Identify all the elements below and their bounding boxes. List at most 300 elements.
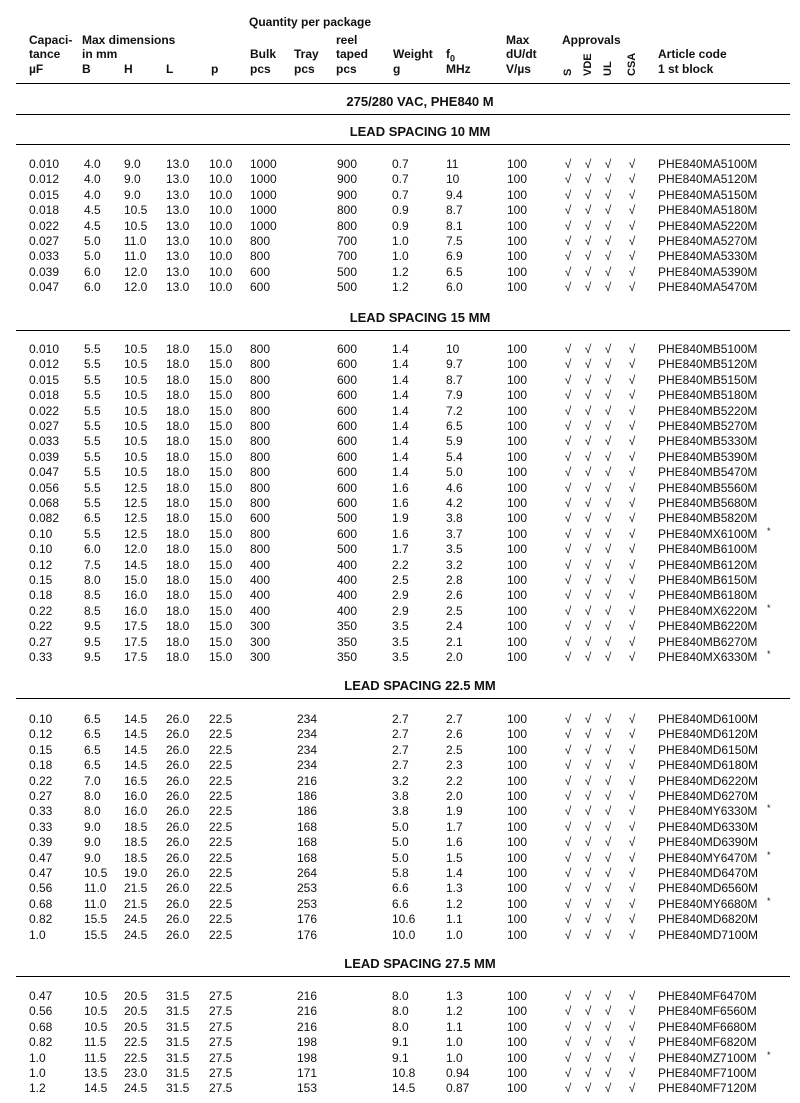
dudt-cell: 100 [507,896,528,911]
dim-b-cell: 9.0 [84,835,101,850]
resonance-freq-cell: 1.2 [446,1004,463,1019]
dudt-cell: 100 [507,1081,528,1096]
approval-s-check: √ [564,1081,572,1096]
tray-pcs-cell: 198 [297,1050,318,1065]
dim-b-cell: 5.5 [84,342,101,356]
dim-b-cell: 8.5 [84,603,101,618]
weight-cell: 1.4 [392,465,409,480]
pitch-cell: 22.5 [209,789,233,803]
dudt-cell: 100 [507,511,528,526]
approval-ul-check: √ [604,542,612,557]
dim-l-cell: 13.0 [166,187,190,202]
approval-s-check: √ [564,218,572,233]
approval-vde-check: √ [584,187,592,202]
article-code-text: PHE840MD6100M [658,712,759,726]
dim-b-cell: 5.5 [84,357,101,372]
dim-h-cell: 11.0 [124,234,147,248]
approval-s-check: √ [564,1019,572,1034]
series-title: 275/280 VAC, PHE840 M [346,94,494,109]
approval-s-check: √ [564,434,572,449]
resonance-freq-cell: 10 [446,172,460,187]
capacitance-cell: 0.68 [29,896,53,911]
dim-h-cell: 24.5 [124,927,148,942]
reel-pcs-cell: 600 [337,434,358,449]
approval-csa-check: √ [628,573,636,587]
tray-pcs-cell: 234 [297,742,318,757]
approval-ul-check: √ [604,419,612,433]
table-row [0,219,800,234]
dim-b-cell: 9.0 [84,850,101,865]
dim-l-cell: 26.0 [166,866,190,880]
table-row [0,280,800,295]
approval-ul-check: √ [604,789,612,803]
approval-vde-check: √ [584,619,592,634]
capacitance-cell: 0.018 [29,388,60,403]
approval-vde-check: √ [584,218,592,233]
reel-pcs-cell: 600 [337,465,358,480]
dim-h-cell: 18.5 [124,850,148,865]
dim-h-cell: 16.0 [124,789,148,803]
approval-ul-check: √ [604,372,612,387]
dim-b-cell: 9.5 [84,634,101,649]
pitch-cell: 27.5 [209,1004,233,1019]
bulk-pcs-cell: 800 [250,526,271,541]
tray-pcs-cell: 234 [297,727,318,742]
dudt-cell: 100 [507,758,528,773]
resonance-freq-cell: 1.0 [446,1035,463,1050]
approval-ul-check: √ [604,172,612,187]
resonance-freq-cell: 5.4 [446,449,463,464]
table-row [0,481,800,496]
pitch-cell: 15.0 [209,603,233,618]
weight-cell: 9.1 [392,1035,409,1050]
resonance-freq-cell: 2.4 [446,619,463,634]
table-row [0,1020,800,1035]
approval-vde-check: √ [584,727,592,742]
resonance-freq-cell: 8.1 [446,218,463,233]
dim-l-cell: 18.0 [166,357,190,372]
capacitance-cell: 0.12 [29,727,53,742]
pitch-cell: 22.5 [209,758,233,773]
dim-l-cell: 26.0 [166,758,190,773]
article-code-text: PHE840MA5120M [658,172,758,187]
approval-vde-check: √ [584,526,592,541]
dim-b-cell: 5.5 [84,526,101,541]
capacitance-cell: 0.10 [29,712,53,726]
approval-csa-check: √ [628,480,636,495]
pitch-header: p [211,62,219,76]
dim-b-cell: 7.0 [84,773,101,788]
capacitance-cell: 0.27 [29,634,53,649]
approval-ul-check: √ [604,896,612,911]
resonance-freq-cell: 5.9 [446,434,463,449]
capacitance-cell: 0.47 [29,866,53,880]
capacitance-cell: 0.47 [29,850,53,865]
dim-b-cell: 8.5 [84,588,101,603]
approval-s-check: √ [564,388,572,403]
dim-l-header: L [166,62,174,76]
approval-csa-check: √ [628,896,636,911]
reel-pcs-cell: 600 [337,342,358,356]
article-code-text: PHE840MB6180M [658,588,758,603]
dudt-cell: 100 [507,927,528,942]
capacitance-cell: 0.15 [29,573,53,587]
article-code-text: PHE840MB5120M [658,357,758,372]
dim-l-cell: 13.0 [166,172,190,187]
article-code-text: PHE840MZ7100M [658,1050,757,1065]
article-code-cell [658,496,757,511]
resonance-freq-cell: 8.7 [446,372,463,387]
dudt-cell: 100 [507,850,528,865]
approval-s-check: √ [564,342,572,356]
bulk-pcs-cell: 400 [250,557,271,572]
table-row [0,1081,800,1096]
capacitance-cell: 0.056 [29,480,60,495]
bulk-pcs-cell: 300 [250,619,271,634]
approval-csa-check: √ [628,804,636,819]
article-code-text: PHE840MA5270M [658,234,758,248]
article-code-text: PHE840MD6470M [658,866,759,880]
dim-h-cell: 24.5 [124,912,148,927]
pitch-cell: 27.5 [209,1035,233,1050]
approval-s-check: √ [564,511,572,526]
weight-cell: 3.8 [392,804,409,819]
approval-ul-check: √ [604,634,612,649]
table-row [0,650,800,665]
capacitance-header: Capaci- [29,33,73,47]
table-row [0,527,800,542]
article-code-cell [658,928,758,943]
weight-cell: 1.9 [392,511,409,526]
dim-h-cell: 19.0 [124,866,148,880]
article-code-cell [658,404,757,419]
dim-b-cell: 11.5 [84,1035,107,1050]
table-row [0,496,800,511]
pitch-cell: 22.5 [209,773,233,788]
reel-pcs-cell: 400 [337,588,358,603]
bulk-pcs-cell: 800 [250,449,271,464]
dudt-cell: 100 [507,526,528,541]
approval-s-check: √ [564,1035,572,1050]
tray-pcs-cell: 171 [297,1066,318,1080]
resonance-freq-cell: 1.9 [446,804,463,819]
weight-cell: 9.1 [392,1050,409,1065]
table-row [0,743,800,758]
approval-vde-check: √ [584,388,592,403]
approval-csa-check: √ [628,1004,636,1019]
pitch-cell: 27.5 [209,1081,233,1096]
dim-b-cell: 6.5 [84,742,101,757]
weight-cell: 2.7 [392,727,409,742]
table-row [0,419,800,434]
pitch-cell: 15.0 [209,542,233,557]
capacitance-cell: 0.012 [29,357,60,372]
capacitance-cell: 0.22 [29,619,53,634]
dim-h-cell: 21.5 [124,896,148,911]
approval-vde-check: √ [584,712,592,726]
section-title: LEAD SPACING 10 MM [349,124,491,139]
capacitance-cell: 0.047 [29,280,60,295]
approval-csa-check: √ [628,496,636,510]
approval-ul-check: √ [604,819,612,834]
dim-b-cell: 6.0 [84,280,101,295]
resonance-freq-cell: 2.1 [446,634,463,649]
dim-l-cell: 31.5 [166,1035,190,1050]
approval-vde-check: √ [584,372,592,387]
reel-pcs-cell: 500 [337,264,358,279]
capacitance-cell: 0.12 [29,557,53,572]
tray-pcs-cell: 168 [297,835,318,850]
pitch-cell: 15.0 [209,388,233,403]
dim-l-cell: 18.0 [166,619,190,634]
approval-ul-check: √ [604,434,612,449]
approval-s-check: √ [564,1066,572,1080]
reel-pcs-cell: 400 [337,603,358,618]
dim-l-cell: 26.0 [166,742,190,757]
reel-pcs-cell: 350 [337,634,358,649]
dudt-cell: 100 [507,357,528,372]
bulk-pcs-cell: 800 [250,542,271,557]
article-code-text: PHE840MF6470M [658,989,757,1003]
approval-csa-check: √ [628,264,636,279]
article-code-cell [658,434,757,449]
approval-ul-check: √ [604,804,612,819]
dim-h-cell: 10.5 [124,218,148,233]
dim-l-cell: 26.0 [166,789,190,803]
pitch-cell: 22.5 [209,912,233,927]
dudt-cell: 100 [507,804,528,819]
capacitance-cell: 1.2 [29,1081,46,1096]
weight-cell: 6.6 [392,896,409,911]
approval-s-header: S [562,68,574,76]
resonance-freq-cell: 3.2 [446,557,463,572]
reel-pcs-cell: 700 [337,234,358,248]
dudt-cell: 100 [507,912,528,927]
approval-s-check: √ [564,573,572,587]
footnote-star: * [767,649,771,659]
tray-pcs-cell: 234 [297,758,318,773]
weight-cell: 1.0 [392,234,409,248]
article-code-text: PHE840MA5100M [658,157,758,171]
approval-vde-check: √ [584,1019,592,1034]
approval-vde-check: √ [584,819,592,834]
approval-csa-check: √ [628,403,636,418]
article-code-text: PHE840MD6120M [658,727,759,742]
table-row [0,881,800,896]
capacitance-cell: 0.33 [29,804,53,819]
dim-l-cell: 26.0 [166,881,190,896]
approval-csa-check: √ [628,465,636,480]
weight-cell: 3.5 [392,634,409,649]
approval-ul-check: √ [604,357,612,372]
approvals-header: Approvals [562,33,621,47]
dim-l-cell: 18.0 [166,496,190,510]
pitch-cell: 15.0 [209,496,233,510]
capacitance-cell: 1.0 [29,1066,46,1080]
dim-b-cell: 5.5 [84,480,101,495]
dim-h-cell: 10.5 [124,403,148,418]
bulk-pcs-cell: 800 [250,434,271,449]
pitch-cell: 15.0 [209,403,233,418]
dim-l-cell: 13.0 [166,234,190,248]
table-row [0,157,800,172]
approval-csa-check: √ [628,727,636,742]
article-code-text: PHE840MB6270M [658,634,758,649]
reel-unit: pcs [336,62,357,76]
dim-b-header: B [82,62,91,76]
approval-ul-check: √ [604,526,612,541]
approval-ul-check: √ [604,727,612,742]
approval-ul-check: √ [604,480,612,495]
weight-cell: 2.9 [392,588,409,603]
dim-b-cell: 4.5 [84,203,101,218]
table-row [0,558,800,573]
tray-pcs-cell: 176 [297,927,318,942]
article-code-cell [658,820,758,835]
approval-csa-check: √ [628,172,636,187]
approval-ul-check: √ [604,403,612,418]
approval-vde-check: √ [584,881,592,896]
approval-csa-header: CSA [626,52,638,76]
approval-ul-check: √ [604,712,612,726]
article-code-text: PHE840MB5270M [658,419,758,433]
pitch-cell: 15.0 [209,465,233,480]
approval-csa-check: √ [628,419,636,433]
weight-cell: 5.0 [392,835,409,850]
pitch-cell: 15.0 [209,449,233,464]
approval-csa-check: √ [628,372,636,387]
tray-pcs-cell: 198 [297,1035,318,1050]
capacitance-cell: 1.0 [29,1050,46,1065]
resonance-header: $f_0$ [446,47,456,64]
pitch-cell: 15.0 [209,650,233,664]
resonance-freq-cell: 1.6 [446,835,463,850]
reel-header: reel [336,33,358,47]
approval-s-check: √ [564,896,572,911]
resonance-freq-cell: 4.6 [446,480,463,495]
approval-vde-check: √ [584,1050,592,1065]
approval-ul-check: √ [604,866,612,880]
weight-cell: 2.7 [392,712,409,726]
dim-h-cell: 17.5 [124,650,148,664]
weight-cell: 1.4 [392,342,409,356]
dudt-cell: 100 [507,1050,528,1065]
approval-ul-check: √ [604,773,612,788]
dim-b-cell: 8.0 [84,804,101,819]
reel-pcs-cell: 900 [337,172,358,187]
dudt-cell: 100 [507,712,528,726]
weight-cell: 8.0 [392,989,409,1003]
article-code-text: PHE840MF7100M [658,1066,757,1080]
dim-b-cell: 11.0 [84,881,107,896]
resonance-freq-cell: 2.6 [446,588,463,603]
dudt-cell: 100 [507,372,528,387]
pitch-cell: 15.0 [209,357,233,372]
resonance-freq-cell: 1.7 [446,819,463,834]
weight-cell: 10.6 [392,912,416,927]
reel-pcs-cell: 600 [337,526,358,541]
resonance-freq-cell: 9.7 [446,357,463,372]
bulk-header: Bulk [250,47,277,61]
approval-vde-check: √ [584,203,592,218]
approval-s-check: √ [564,357,572,372]
pitch-cell: 22.5 [209,727,233,742]
pitch-cell: 15.0 [209,557,233,572]
article-code-text: PHE840MB5680M [658,496,758,510]
weight-cell: 1.2 [392,280,409,295]
dim-h-cell: 14.5 [124,727,148,742]
dim-h-cell: 20.5 [124,1004,148,1019]
article-code-cell [658,758,758,773]
table-row [0,388,800,403]
tray-pcs-cell: 186 [297,789,318,803]
reel-pcs-cell: 600 [337,388,358,403]
dim-b-cell: 8.0 [84,573,101,587]
tray-pcs-cell: 216 [297,1004,318,1019]
capacitance-cell: 0.015 [29,372,60,387]
approval-ul-check: √ [604,1035,612,1050]
dudt-cell: 100 [507,619,528,634]
approval-s-check: √ [564,927,572,942]
approval-csa-check: √ [628,912,636,927]
capacitance-cell: 0.22 [29,773,53,788]
resonance-freq-cell: 1.4 [446,866,463,880]
article-code-text: PHE840MA5180M [658,203,758,218]
dim-b-cell: 10.5 [84,1004,108,1019]
article-code-text: PHE840MB5220M [658,403,758,418]
tray-pcs-cell: 216 [297,1019,318,1034]
approval-ul-check: √ [604,603,612,618]
resonance-freq-cell: 2.5 [446,742,463,757]
article-code-cell [658,635,757,650]
dudt-cell: 100 [507,1035,528,1050]
approval-s-check: √ [564,449,572,464]
approval-ul-check: √ [604,249,612,264]
reel-pcs-cell: 400 [337,573,358,587]
table-row [0,789,800,804]
article-code-header-2: 1 st block [658,62,714,76]
tray-pcs-cell: 234 [297,712,318,726]
approval-ul-check: √ [604,342,612,356]
approval-ul-check: √ [604,927,612,942]
table-row [0,465,800,480]
dudt-cell: 100 [507,449,528,464]
approval-s-check: √ [564,249,572,264]
table-row [0,866,800,881]
dudt-cell: 100 [507,634,528,649]
section-divider [16,698,790,699]
pitch-cell: 15.0 [209,573,233,587]
pitch-cell: 22.5 [209,712,233,726]
weight-cell: 1.2 [392,264,409,279]
table-row [0,172,800,187]
approval-vde-check: √ [584,634,592,649]
reel-pcs-cell: 350 [337,650,358,664]
capacitance-cell: 0.018 [29,203,60,218]
approval-s-check: √ [564,742,572,757]
reel-pcs-cell: 800 [337,218,358,233]
reel-pcs-cell: 500 [337,542,358,557]
article-code-cell [658,450,757,465]
pitch-cell: 27.5 [209,1050,233,1065]
approval-vde-check: √ [584,758,592,773]
approval-csa-check: √ [628,542,636,557]
article-code-cell [658,1004,757,1019]
article-code-cell [658,157,757,172]
article-code-cell [658,743,758,758]
table-row [0,774,800,789]
table-row [0,851,800,866]
